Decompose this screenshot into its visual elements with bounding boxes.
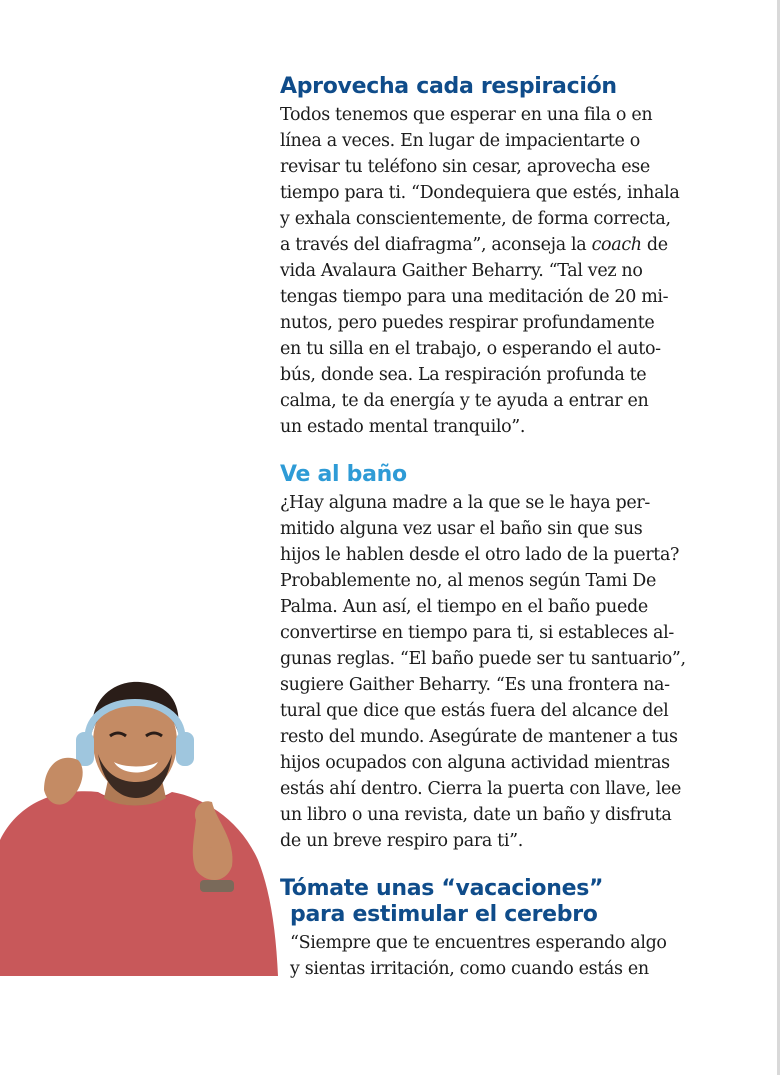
section-heading-vacation-line2: para estimular el cerebro [290,902,598,927]
body-line: un libro o una revista, date un baño y disfruta [280,805,672,825]
section-heading-vacation: Tómate unas “vacaciones” [280,876,604,901]
section-heading-bathroom: Ve al baño [280,462,407,487]
body-line: y sientas irritación, como cuando estás en [290,959,649,979]
man-with-headphones-photo [0,670,282,976]
body-line: Probablemente no, al menos según Tami De [280,571,656,591]
body-line: “Siempre que te encuentres esperando algo [290,933,667,953]
body-line: sugiere Gaither Beharry. “Es una frontera na- [280,675,670,695]
body-line: hijos ocupados con alguna actividad mientras [280,753,670,773]
body-line: gunas reglas. “El baño puede ser tu santuario”, [280,649,686,669]
wristwatch [200,880,234,892]
italic-word: coach [591,235,642,255]
body-line: línea a veces. En lugar de impacientarte o [280,131,640,151]
body-line: tural que dice que estás fuera del alcance del [280,701,669,721]
body-line: de un breve respiro para ti”. [280,831,523,851]
body-line: nutos, pero puedes respirar profundamente [280,313,655,333]
body-line: tiempo para ti. “Dondequiera que estés, inhala [280,183,680,203]
body-line: convertirse en tiempo para ti, si estableces al- [280,623,674,643]
body-line: mitido alguna vez usar el baño sin que sus [280,519,643,539]
body-line: estás ahí dentro. Cierra la puerta con llave, lee [280,779,682,799]
body-line: calma, te da energía y te ayuda a entrar en [280,391,649,411]
body-line: y exhala conscientemente, de forma correcta, [280,209,671,229]
body-line: un estado mental tranquilo”. [280,417,526,437]
body-line: revisar tu teléfono sin cesar, aprovecha ese [280,157,650,177]
body-line: hijos le hablen desde el otro lado de la puerta? [280,545,680,565]
section-heading-breathing: Aprovecha cada respiración [280,74,617,99]
body-text: a través del diafragma”, aconseja la [280,235,592,255]
body-line: Palma. Aun así, el tiempo en el baño puede [280,597,648,617]
body-line: Todos tenemos que esperar en una fila o en [280,105,653,125]
body-line-mixed [280,232,668,258]
body-line: ¿Hay alguna madre a la que se le haya per- [280,493,650,513]
body-line: en tu silla en el trabajo, o esperando el auto- [280,339,661,359]
body-text: de [641,235,668,255]
body-line: resto del mundo. Asegúrate de mantener a tus [280,727,678,747]
body-line: bús, donde sea. La respiración profunda te [280,365,647,385]
body-line: vida Avalaura Gaither Beharry. “Tal vez no [280,261,643,281]
headphone-right [176,732,194,766]
sweater [0,791,278,976]
body-line: tengas tiempo para una meditación de 20 mi- [280,287,669,307]
